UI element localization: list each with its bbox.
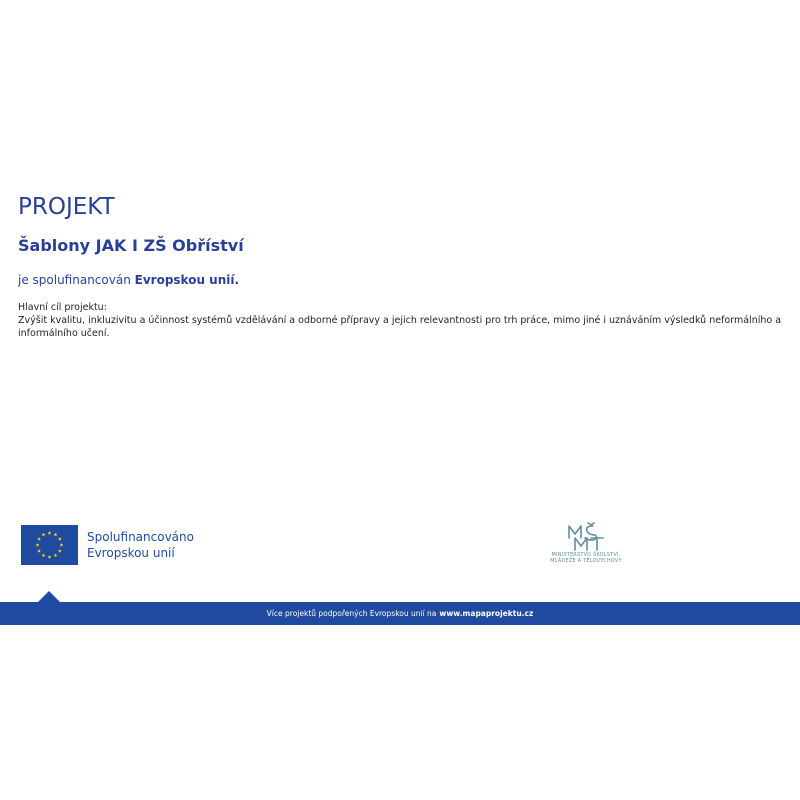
msmt-logo-icon — [563, 522, 609, 552]
eu-star — [42, 532, 46, 536]
eu-star — [36, 543, 40, 547]
goal-text: Zvýšit kvalitu, inkluzivitu a účinnost systémů vzdělávání a odborné přípravy a jejich relevantnosti pro trh práce, mimo jiné i uznáváním výsledků neformálního a informálního učení. — [18, 315, 782, 339]
eu-star — [42, 553, 46, 557]
msmt-logo-line1: MINISTERSTVO ŠKOLSTVÍ, — [551, 552, 621, 558]
cofinancing-prefix: je spolufinancován — [18, 273, 131, 287]
msmt-logo — [540, 522, 632, 570]
eu-star — [54, 553, 58, 557]
cofinancing-statement — [18, 273, 239, 287]
eu-star — [58, 549, 62, 553]
eu-star — [48, 531, 52, 535]
eu-star — [48, 555, 52, 559]
project-name: Šablony JAK I ZŠ Obříství — [18, 236, 244, 255]
eu-star — [60, 543, 64, 547]
eu-logo-text — [87, 529, 194, 561]
footer-link[interactable]: www.mapaprojektu.cz — [439, 609, 534, 618]
eu-logo-line2: Evropskou unií — [87, 545, 175, 560]
project-goal — [18, 301, 788, 340]
eu-flag-icon — [21, 525, 78, 565]
msmt-logo-text — [540, 552, 632, 564]
eu-star — [37, 537, 41, 541]
cofinancing-emphasis: Evropskou unií. — [134, 273, 240, 287]
eu-logo-line1: Spolufinancováno — [87, 529, 194, 544]
eu-star — [37, 549, 41, 553]
msmt-logo-line2: MLÁDEŽE A TĚLOVÝCHOVY — [550, 558, 622, 564]
eu-cofinancing-logo — [21, 524, 194, 565]
footer-bar — [0, 602, 800, 625]
eu-star — [54, 532, 58, 536]
footer-text: Více projektů podpořených Evropskou unií na — [266, 609, 437, 618]
eu-star — [58, 537, 62, 541]
page-title: PROJEKT — [18, 194, 115, 220]
goal-label: Hlavní cíl projektu: — [18, 302, 107, 313]
